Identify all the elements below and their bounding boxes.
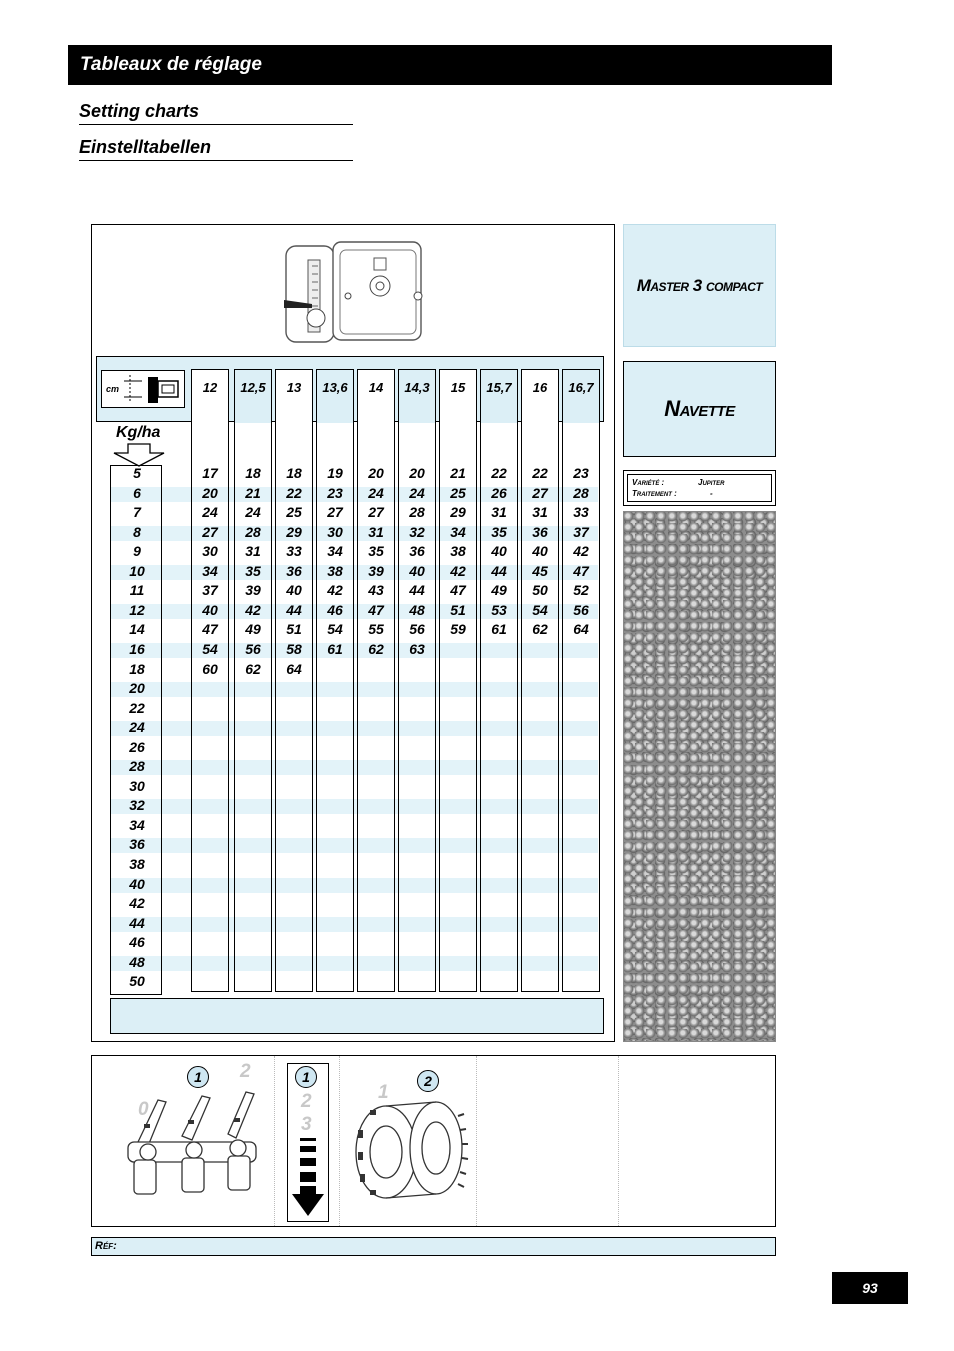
- column-header-cell: [439, 369, 477, 423]
- setting-value-cell: 55: [368, 621, 384, 638]
- setting-value-cell: 51: [450, 601, 466, 618]
- model-box: [623, 224, 776, 347]
- subtitle-german: Einstelltabellen: [79, 137, 353, 161]
- setting-value-cell: 49: [245, 621, 261, 638]
- rate-value: 28: [129, 758, 145, 775]
- rate-value: 11: [129, 582, 145, 599]
- column-header-label: 14,3: [404, 380, 430, 395]
- lever-position-1: 1: [187, 1066, 209, 1088]
- setting-value-cell: 47: [573, 562, 589, 579]
- setting-value-cell: 21: [245, 484, 261, 501]
- setting-value-cell: 50: [532, 582, 548, 599]
- setting-value-cell: 58: [286, 640, 302, 657]
- page-number: 93: [832, 1272, 908, 1304]
- setting-value-cell: 54: [532, 601, 548, 618]
- column-header-label: 14: [368, 380, 384, 395]
- column-header-label: 12,5: [240, 380, 266, 395]
- rate-value: 24: [129, 719, 145, 736]
- rate-value: 26: [129, 738, 145, 755]
- setting-value-cell: 30: [202, 543, 218, 560]
- setting-value-cell: 34: [450, 523, 466, 540]
- setting-value-cell: 20: [409, 465, 425, 481]
- rate-value: 38: [129, 856, 145, 872]
- setting-value-cell: 61: [491, 621, 507, 638]
- setting-value-cell: 22: [491, 465, 507, 481]
- rate-label: Kg/ha: [116, 424, 161, 441]
- gear-position-1: 1: [378, 1082, 389, 1103]
- setting-value-cell: 35: [491, 523, 507, 540]
- setting-value-cell: 39: [368, 562, 384, 579]
- setting-value-cell: 56: [573, 601, 589, 618]
- setting-value-cell: 30: [327, 523, 343, 540]
- setting-value-cell: 37: [202, 582, 218, 599]
- setting-value-cell: 32: [409, 523, 425, 540]
- setting-value-cell: 36: [532, 523, 548, 540]
- setting-value-cell: 23: [573, 465, 589, 481]
- setting-value-cell: 18: [286, 465, 302, 481]
- rate-value: 50: [129, 973, 145, 990]
- column-header-cell: [191, 369, 229, 423]
- rate-value: 32: [129, 797, 145, 814]
- rate-value: 12: [129, 601, 145, 618]
- setting-value-cell: 27: [368, 504, 384, 521]
- setting-value-cell: 44: [491, 562, 507, 579]
- setting-value-cell: 36: [409, 543, 425, 560]
- setting-value-cell: 63: [409, 640, 425, 657]
- setting-value-cell: 48: [409, 601, 425, 618]
- setting-value-cell: 28: [245, 523, 261, 540]
- setting-value-cell: 17: [202, 465, 218, 481]
- subtitle-english: Setting charts: [79, 101, 353, 125]
- setting-value-cell: 38: [327, 562, 343, 579]
- setting-value-cell: 19: [327, 465, 343, 481]
- setting-value-cell: 25: [286, 504, 302, 521]
- column-header-label: 16: [532, 380, 548, 395]
- rate-value: 48: [129, 953, 145, 970]
- setting-value-cell: 62: [532, 621, 548, 638]
- setting-value-cell: 49: [491, 582, 507, 599]
- setting-value-cell: 43: [368, 582, 384, 599]
- setting-value-cell: 31: [368, 523, 384, 540]
- column-header-cell: [275, 369, 313, 423]
- rate-value: 9: [133, 543, 141, 560]
- setting-value-cell: 22: [286, 484, 302, 501]
- setting-value-cell: 22: [532, 465, 548, 481]
- info-box: [623, 470, 776, 506]
- setting-value-cell: 20: [368, 465, 384, 481]
- setting-value-cell: 42: [573, 543, 589, 560]
- column-header-label: 12: [202, 380, 218, 395]
- setting-value-cell: 42: [327, 582, 343, 599]
- setting-value-cell: 62: [245, 660, 261, 677]
- setting-value-cell: 29: [450, 504, 466, 521]
- setting-value-cell: 47: [202, 621, 218, 638]
- rate-value: 42: [129, 895, 145, 912]
- setting-value-cell: 26: [491, 484, 507, 501]
- rate-value: 18: [129, 660, 145, 677]
- setting-value-cell: 33: [286, 543, 302, 560]
- seed-box: [623, 361, 776, 457]
- setting-value-cell: 53: [491, 601, 507, 618]
- rate-value: 36: [129, 836, 145, 853]
- setting-value-cell: 42: [245, 601, 261, 618]
- rate-value: 16: [129, 640, 145, 657]
- variety-label: Variété :: [632, 478, 665, 487]
- setting-value-cell: 47: [368, 601, 384, 618]
- setting-value-cell: 24: [368, 484, 384, 501]
- page-title: Tableaux de réglage: [68, 45, 832, 85]
- column-header-cell: [398, 369, 436, 423]
- setting-value-cell: 38: [450, 543, 466, 560]
- setting-value-cell: 27: [327, 504, 343, 521]
- column-header-label: 15,7: [486, 380, 512, 395]
- setting-value-cell: 27: [202, 523, 218, 540]
- setting-value-cell: 54: [202, 640, 218, 657]
- rate-value: 34: [129, 816, 145, 833]
- reference-bar: [91, 1237, 776, 1256]
- setting-value-cell: 40: [409, 562, 425, 579]
- rate-value: 5: [133, 465, 141, 481]
- rate-value: 46: [129, 934, 145, 951]
- variety-value: Jupiter: [698, 478, 725, 487]
- setting-value-cell: 64: [286, 660, 302, 677]
- setting-value-cell: 42: [450, 562, 466, 579]
- setting-value-cell: 18: [245, 465, 261, 481]
- setting-value-cell: 31: [491, 504, 507, 521]
- rate-value: 6: [133, 484, 141, 501]
- rate-value: 7: [133, 504, 141, 521]
- setting-value-cell: 23: [327, 484, 343, 501]
- seed-hopper-illustration: [278, 232, 428, 352]
- setting-value-cell: 46: [327, 601, 343, 618]
- setting-value-cell: 51: [286, 621, 302, 638]
- column-header-cell: [480, 369, 518, 423]
- treatment-value: -: [710, 489, 713, 498]
- down-arrow-icon: [112, 443, 168, 467]
- column-header-cell: [234, 369, 272, 423]
- rate-value: 10: [129, 562, 145, 579]
- seed-name: Navette: [664, 396, 735, 421]
- setting-value-cell: 56: [409, 621, 425, 638]
- setting-value-cell: 36: [286, 562, 302, 579]
- setting-value-cell: 56: [245, 640, 261, 657]
- setting-value-cell: 27: [532, 484, 548, 501]
- reference-label: Réf:: [95, 1240, 117, 1252]
- rate-value: 14: [129, 621, 145, 638]
- column-header-cell: [521, 369, 559, 423]
- setting-value-cell: 33: [573, 504, 589, 521]
- setting-value-cell: 25: [450, 484, 466, 501]
- setting-value-cell: 24: [409, 484, 425, 501]
- setting-value-cell: 52: [573, 582, 589, 599]
- rate-value: 40: [129, 875, 145, 892]
- column-header-label: 15: [450, 380, 466, 395]
- model-name: Master 3 compact: [636, 275, 763, 295]
- setting-value-cell: 20: [202, 484, 218, 501]
- column-header-label: 13: [286, 380, 302, 395]
- unit-icon-label: cm: [106, 384, 120, 394]
- rate-value: 20: [129, 680, 145, 697]
- setting-value-cell: 28: [573, 484, 589, 501]
- setting-value-cell: 40: [202, 601, 218, 618]
- setting-value-cell: 34: [327, 543, 343, 560]
- setting-value-cell: 28: [409, 504, 425, 521]
- row-spacing-icon: [101, 370, 185, 408]
- setting-value-cell: 29: [286, 523, 302, 540]
- setting-value-cell: 31: [245, 543, 261, 560]
- setting-value-cell: 62: [368, 640, 384, 657]
- rate-value: 22: [129, 699, 145, 716]
- gear-illustration: [350, 1086, 470, 1216]
- rate-value: 8: [133, 523, 141, 540]
- setting-value-cell: 54: [327, 621, 343, 638]
- column-header-cell: [562, 369, 600, 423]
- setting-value-cell: 47: [450, 582, 466, 599]
- setting-value-cell: 40: [286, 582, 302, 599]
- treatment-label: Traitement :: [632, 489, 677, 498]
- stage-3: 3: [301, 1114, 312, 1135]
- setting-value-cell: 64: [573, 621, 589, 638]
- rate-value: 30: [129, 777, 145, 794]
- setting-value-cell: 31: [532, 504, 548, 521]
- notes-band: [110, 998, 604, 1034]
- rate-value: 44: [129, 914, 145, 931]
- setting-value-cell: 60: [202, 660, 218, 677]
- setting-value-cell: 59: [450, 621, 466, 638]
- column-header-label: 16,7: [568, 380, 594, 395]
- setting-value-cell: 24: [202, 504, 218, 521]
- setting-value-cell: 35: [368, 543, 384, 560]
- stage-2: 2: [301, 1091, 312, 1112]
- seed-photo: [623, 511, 776, 1042]
- stage-arrow-icon: [290, 1136, 326, 1218]
- setting-value-cell: 45: [532, 562, 548, 579]
- setting-value-cell: 44: [286, 601, 302, 618]
- setting-value-cell: 21: [450, 465, 466, 481]
- lever-position-2: 2: [240, 1061, 251, 1082]
- setting-value-cell: 40: [491, 543, 507, 560]
- column-header-label: 13,6: [322, 380, 348, 395]
- setting-value-cell: 39: [245, 582, 261, 599]
- setting-value-cell: 40: [532, 543, 548, 560]
- setting-value-cell: 35: [245, 562, 261, 579]
- setting-value-cell: 37: [573, 523, 589, 540]
- column-header-cell: [357, 369, 395, 423]
- setting-value-cell: 34: [202, 562, 218, 579]
- stage-1: 1: [295, 1066, 317, 1088]
- setting-value-cell: 24: [245, 504, 261, 521]
- setting-value-cell: 61: [327, 640, 343, 657]
- setting-value-cell: 44: [409, 582, 425, 599]
- lever-position-0: 0: [138, 1099, 149, 1120]
- gear-position-2: 2: [417, 1070, 439, 1092]
- column-header-cell: [316, 369, 354, 423]
